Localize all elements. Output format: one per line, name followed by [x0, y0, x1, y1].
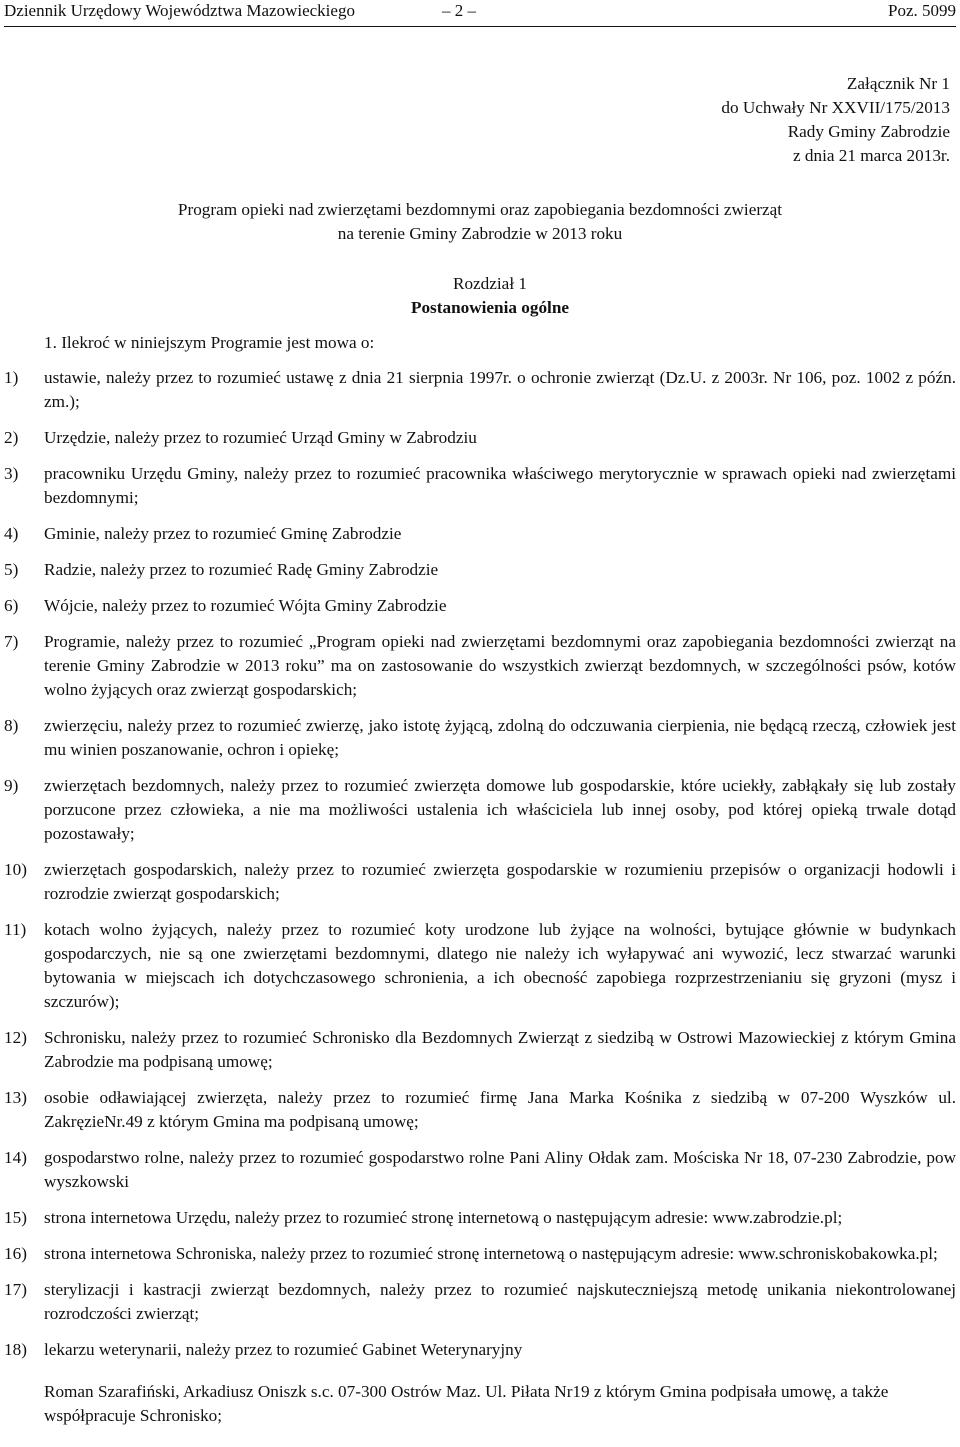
item-number: 10) — [4, 860, 27, 879]
item-text: lekarzu weterynarii, należy przez to rozumieć Gabinet Weterynaryjny — [44, 1340, 523, 1359]
position-number: Poz. 5099 — [888, 1, 956, 20]
page-number: – 2 – — [442, 1, 476, 20]
list-item — [4, 918, 956, 1014]
item-number: 3) — [4, 464, 19, 483]
header-rule — [4, 26, 956, 27]
list-item — [4, 1278, 956, 1326]
list-item — [4, 366, 956, 414]
item-text: osobie odławiającej zwierzęta, należy przez to rozumieć firmę Jana Marka Kośnika z siedzibą w 07-200 Wyszków ul. ZakręzieNr.49 z którym Gmina ma podpisaną umowę; — [44, 1088, 956, 1131]
attachment-note — [721, 72, 950, 168]
item-text: sterylizacji i kastracji zwierząt bezdomnych, należy przez to rozumieć najskuteczniejszą metodę unikania niekontrolowanej rozrodczości zwierząt; — [44, 1280, 956, 1323]
list-item — [4, 594, 956, 618]
chapter-heading — [380, 272, 600, 320]
chapter-number: Rozdział 1 — [453, 274, 527, 293]
item-text: Wójcie, należy przez to rozumieć Wójta Gminy Zabrodzie — [44, 596, 447, 615]
attachment-line: Załącznik Nr 1 — [846, 74, 950, 93]
attachment-line: z dnia 21 marca 2013r. — [792, 146, 950, 165]
item-number: 17) — [4, 1280, 27, 1299]
list-item — [4, 1338, 956, 1362]
list-item — [4, 714, 956, 762]
item-text: Urzędzie, należy przez to rozumieć Urząd Gminy w Zabrodziu — [44, 428, 477, 447]
chapter-title: Postanowienia ogólne — [410, 298, 570, 317]
item-text: zwierzętach gospodarskich, należy przez to rozumieć zwierzęta gospodarskie w rozumieniu przepisów o organizacji hodowli i rozrodzie zwierząt gospodarskich; — [44, 860, 956, 903]
paragraph-intro: 1. Ilekroć w niniejszym Programie jest mowa o: — [44, 333, 375, 352]
document-title — [0, 198, 960, 246]
item-text: zwierzęciu, należy przez to rozumieć zwierzę, jako istotę żyjącą, zdolną do odczuwania cierpienia, nie będącą rzeczą, człowiek jest mu winien poszanowanie, ochron i opiekę; — [44, 716, 956, 759]
item-text: Schronisku, należy przez to rozumieć Schronisko dla Bezdomnych Zwierząt z siedzibą w Ostrowi Mazowieckiej z którym Gmina Zabrodzie ma podpisaną umowę; — [44, 1028, 956, 1071]
item-number: 1) — [4, 368, 19, 387]
list-item — [4, 630, 956, 702]
item-number: 14) — [4, 1148, 27, 1167]
item-number: 12) — [4, 1028, 27, 1047]
definitions-list — [4, 366, 956, 1428]
item-number: 2) — [4, 428, 19, 447]
item-text: kotach wolno żyjących, należy przez to rozumieć koty urodzone lub żyjące na wolności, bytujące głównie w budynkach gospodarczych, nie są one zwierzętami bezdomnymi, dlatego nie należy ich wyłapywać ani wywozić, lecz stwarzać warunki bytowania w miejscach ich dotychczasowego schronienia, a ich obecność zapobiega rozprzestrzenianiu się gryzoni (mysz i szczurów); — [44, 920, 956, 1011]
item-text: Gminie, należy przez to rozumieć Gminę Zabrodzie — [44, 524, 402, 543]
title-line: na terenie Gminy Zabrodzie w 2013 roku — [337, 224, 623, 243]
item-number: 9) — [4, 776, 19, 795]
item-text: Radzie, należy przez to rozumieć Radę Gminy Zabrodzie — [44, 560, 439, 579]
item-number: 13) — [4, 1088, 27, 1107]
item-number: 6) — [4, 596, 19, 615]
item-number: 5) — [4, 560, 19, 579]
item-text: ustawie, należy przez to rozumieć ustawę z dnia 21 sierpnia 1997r. o ochronie zwierząt (Dz.U. z 2003r. Nr 106, poz. 1002 z późn. zm.); — [44, 368, 956, 411]
item-text: gospodarstwo rolne, należy przez to rozumieć gospodarstwo rolne Pani Aliny Ołdak zam. Mościska Nr 18, 07-230 Zabrodzie, pow wyszkowski — [44, 1148, 956, 1191]
item-number: 7) — [4, 632, 19, 651]
item-text: pracowniku Urzędu Gminy, należy przez to rozumieć pracownika właściwego merytorycznie w sprawach opieki nad zwierzętami bezdomnymi; — [44, 464, 956, 507]
list-item — [4, 774, 956, 846]
list-item — [4, 1206, 956, 1230]
item-text: strona internetowa Schroniska, należy przez to rozumieć stronę internetową o następującym adresie: www.schroniskobakowka.pl; — [44, 1244, 938, 1263]
list-item — [4, 1026, 956, 1074]
item-number: 4) — [4, 524, 19, 543]
item-number: 8) — [4, 716, 19, 735]
list-item — [4, 858, 956, 906]
item-text: Programie, należy przez to rozumieć „Program opieki nad zwierzętami bezdomnymi oraz zapobiegania bezdomności zwierząt na terenie Gminy Zabrodzie w 2013 roku” ma on zastosowanie do wszystkich zwierząt bezdomnych, w szczególności psów, kotów wolno żyjących oraz zwierząt gospodarskich; — [44, 632, 956, 699]
list-item — [4, 462, 956, 510]
item-number: 15) — [4, 1208, 27, 1227]
list-item — [4, 1086, 956, 1134]
page-header — [4, 0, 956, 22]
attachment-line: do Uchwały Nr XXVII/175/2013 — [721, 98, 950, 117]
list-item — [4, 1146, 956, 1194]
item-text: zwierzętach bezdomnych, należy przez to rozumieć zwierzęta domowe lub gospodarskie, które uciekły, zabłąkały się lub zostały porzucone przez człowieka, a nie ma możliwości ustalenia ich właściciela lub innej osoby, pod której opieką trwale dotąd pozostawały; — [44, 776, 956, 843]
list-item — [4, 1242, 956, 1266]
item-number: 18) — [4, 1340, 27, 1359]
item-number: 11) — [4, 920, 27, 939]
item-number: 16) — [4, 1244, 27, 1263]
attachment-line: Rady Gminy Zabrodzie — [787, 122, 950, 141]
list-item — [4, 522, 956, 546]
title-line: Program opieki nad zwierzętami bezdomnymi oraz zapobiegania bezdomności zwierząt — [177, 200, 783, 219]
list-item — [4, 558, 956, 582]
item-continuation: Roman Szarafiński, Arkadiusz Oniszk s.c. 07-300 Ostrów Maz. Ul. Piłata Nr19 z którym Gmina podpisała umowę, a także współpracuje Schronisko; — [44, 1382, 889, 1425]
item-text: strona internetowa Urzędu, należy przez to rozumieć stronę internetową o następującym adresie: www.zabrodzie.pl; — [44, 1208, 843, 1227]
list-item — [4, 426, 956, 450]
journal-title: Dziennik Urzędowy Województwa Mazowieckiego — [4, 1, 355, 20]
